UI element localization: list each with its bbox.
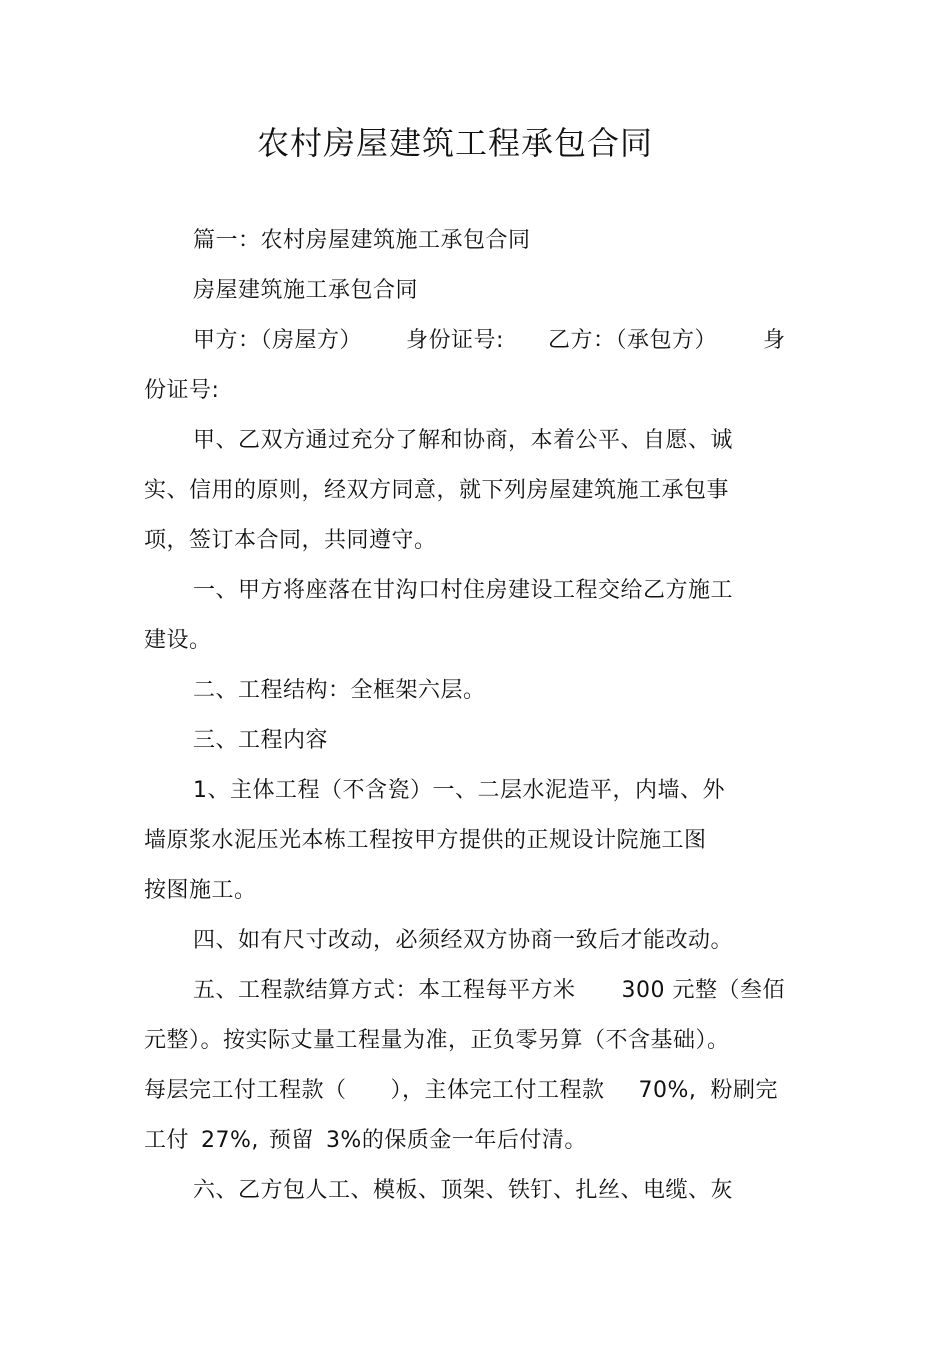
clause-5-line-1 <box>193 976 785 1006</box>
party-b-id-label-start: 身 <box>762 328 786 353</box>
clause-3-item-1-line-1: 1、主体工程（不含瓷）一、二层水泥造平，内墙、外 <box>193 778 725 803</box>
clause-5-line-4 <box>144 1126 587 1156</box>
clause-4: 四、如有尺寸改动，必须经双方协商一致后才能改动。 <box>193 928 734 953</box>
clause-3-item-1-line-2: 墙原浆水泥压光本栋工程按甲方提供的正规设计院施工图 <box>144 828 707 853</box>
paint-percent: 27%, <box>201 1128 259 1153</box>
clause-5-line-2: 元整）。按实际丈量工程量为准，正负零另算（不含基础）。 <box>144 1028 730 1053</box>
clause-5-line-3 <box>144 1076 778 1106</box>
party-a-id-label: 身份证号: <box>406 328 504 353</box>
clause-5-text: 五、工程款结算方式：本工程每平方米 <box>193 978 576 1003</box>
document-title: 农村房屋建筑工程承包合同 <box>256 124 653 162</box>
preamble-line-3: 项，签订本合同，共同遵守。 <box>144 528 437 553</box>
chapter-heading: 篇一：农村房屋建筑施工承包合同 <box>193 228 531 253</box>
retention-percent: 3%的保质金一年后付清。 <box>325 1128 587 1153</box>
parties-line <box>193 326 785 356</box>
retention-text-1: 工付 <box>144 1128 190 1153</box>
installment-text-3: 粉刷完 <box>710 1078 778 1103</box>
installment-text-1: 每层完工付工程款（ <box>144 1078 347 1103</box>
retention-text-2: 预留 <box>268 1128 314 1153</box>
installment-main-percent: 70%, <box>638 1078 697 1103</box>
clause-6-line-1: 六、乙方包人工、模板、顶架、铁钉、扎丝、电缆、灰 <box>193 1178 734 1203</box>
party-b-label: 乙方：（承包方） <box>547 328 717 353</box>
clause-3-item-1-line-3: 按图施工。 <box>144 878 257 903</box>
clause-5-price: 300 元整（叁佰 <box>621 978 786 1003</box>
parties-line-cont: 份证号: <box>144 378 220 403</box>
party-a-label: 甲方：（房屋方） <box>193 328 363 353</box>
clause-3-heading: 三、工程内容 <box>193 728 329 753</box>
clause-1-line-2: 建设。 <box>144 628 212 653</box>
preamble-line-1: 甲、乙双方通过充分了解和协商，本着公平、自愿、诚 <box>193 428 734 453</box>
clause-2: 二、工程结构：全框架六层。 <box>193 678 486 703</box>
clause-1-line-1: 一、甲方将座落在甘沟口村住房建设工程交给乙方施工 <box>193 578 734 603</box>
preamble-line-2: 实、信用的原则，经双方同意，就下列房屋建筑施工承包事 <box>144 478 730 503</box>
contract-subtitle: 房屋建筑施工承包合同 <box>193 278 419 303</box>
installment-text-2: ），主体完工付工程款 <box>390 1078 605 1103</box>
